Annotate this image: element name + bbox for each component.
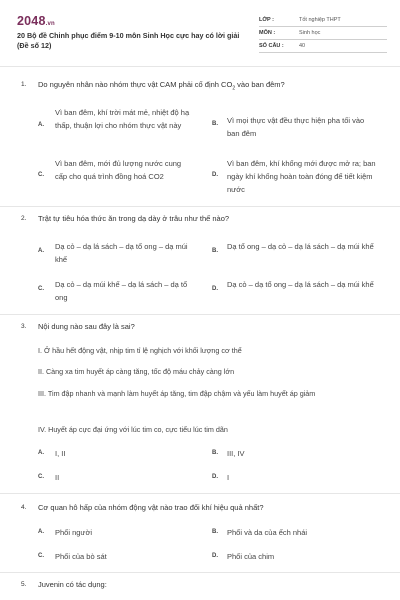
meta-row-count <box>259 40 387 53</box>
statement-1: I. Ở hầu hết động vật, nhịp tim tỉ lệ nghịch với khối lượng cơ thể <box>38 346 242 355</box>
option-text: Dạ cỏ – dạ lá sách – dạ tổ ong – dạ múi khế <box>55 242 188 264</box>
meta-value: Sinh học <box>299 30 321 36</box>
option-letter: A. <box>38 248 44 254</box>
option-letter: B. <box>212 450 218 456</box>
option-text: Vì ban đêm, khí khổng mới được mở ra; ban ngày khí khổng hoàn toàn đóng để tiết kiệm nước <box>227 159 376 194</box>
option-text: Dạ cỏ – dạ múi khế – dạ lá sách – dạ tổ ong <box>55 280 188 302</box>
question-text <box>38 80 285 94</box>
document-header <box>17 10 387 62</box>
question-number: 4. <box>21 504 27 511</box>
divider <box>0 572 400 573</box>
meta-label: SỐ CÂU : <box>259 43 284 49</box>
option-text: Dạ cỏ – dạ tổ ong – dạ lá sách – dạ múi khế <box>227 280 374 289</box>
meta-value: Tốt nghiệp THPT <box>299 17 341 23</box>
option-d[interactable] <box>212 550 377 563</box>
option-b[interactable] <box>212 526 377 539</box>
option-text: Vì ban đêm, mới đủ lượng nước cung cấp cho quá trình đồng hoá CO2 <box>55 159 182 181</box>
option-text: I, II <box>55 449 66 458</box>
divider <box>0 493 400 494</box>
option-letter: C. <box>38 172 44 178</box>
option-a[interactable] <box>38 106 190 132</box>
site-logo[interactable] <box>17 14 55 28</box>
option-letter: D. <box>212 553 218 559</box>
meta-value: 40 <box>299 43 306 49</box>
question-number: 3. <box>21 323 27 330</box>
option-b[interactable] <box>212 240 377 254</box>
option-letter: B. <box>212 248 218 254</box>
option-letter: C. <box>38 286 44 292</box>
option-text: Phổi của bò sát <box>55 552 107 561</box>
option-b[interactable] <box>212 114 367 140</box>
divider <box>0 314 400 315</box>
question-number: 1. <box>21 81 27 88</box>
option-letter: A. <box>38 122 44 128</box>
question-number: 2. <box>21 215 27 222</box>
option-letter: B. <box>212 529 218 535</box>
statement-2: II. Càng xa tim huyết áp càng tăng, tốc độ máu chảy càng lớn <box>38 367 235 376</box>
statement-3: III. Tim đập nhanh và mạnh làm huyết áp tăng, tim đập chậm và yếu làm huyết áp giảm <box>38 389 316 398</box>
option-c[interactable] <box>38 278 195 304</box>
meta-label: MÔN : <box>259 30 276 36</box>
option-c[interactable] <box>38 550 195 563</box>
question-text-part: vào ban đêm? <box>235 80 285 89</box>
option-d[interactable] <box>212 278 377 292</box>
option-a[interactable] <box>38 240 195 266</box>
option-letter: A. <box>38 529 44 535</box>
option-letter: A. <box>38 450 44 456</box>
option-text: Phổi của chim <box>227 552 275 561</box>
option-c[interactable] <box>38 157 190 183</box>
question-text: Trật tự tiêu hóa thức ăn trong dạ dày ở trâu như thế nào? <box>38 214 230 223</box>
meta-row-class <box>259 14 387 27</box>
option-text: II <box>55 473 60 482</box>
option-text: III, IV <box>227 449 245 458</box>
logo-main: 2048 <box>17 14 46 28</box>
meta-table <box>259 14 387 53</box>
option-d[interactable] <box>212 471 367 484</box>
option-text: Phổi người <box>55 528 93 537</box>
option-d[interactable] <box>212 157 377 196</box>
document-title: 20 Bộ đề Chinh phục điểm 9-10 môn Sinh Học cực hay có lời giải (Đề số 12) <box>17 31 240 50</box>
option-letter: C. <box>38 474 44 480</box>
option-text: I <box>227 473 230 482</box>
option-letter: D. <box>212 286 218 292</box>
option-text: Dạ tổ ong – dạ cỏ – dạ lá sách – dạ múi khế <box>227 242 374 251</box>
option-letter: B. <box>212 121 218 127</box>
option-a[interactable] <box>38 447 195 460</box>
meta-row-subject <box>259 27 387 40</box>
option-text: Vì mọi thực vật đều thực hiện pha tối vào ban đêm <box>227 116 365 138</box>
subscript: 2 <box>232 85 236 92</box>
divider <box>0 66 400 67</box>
statement-4: IV. Huyết áp cực đại ứng với lúc tim co, cực tiểu lúc tim dãn <box>38 425 228 434</box>
divider <box>0 206 400 207</box>
option-c[interactable] <box>38 471 195 484</box>
option-a[interactable] <box>38 526 195 539</box>
question-number: 5. <box>21 581 27 588</box>
question-text: Juvenin có tác dụng: <box>38 580 107 589</box>
question-text-part: Do nguyên nhân nào nhóm thực vật CAM phải cố định CO <box>38 80 233 89</box>
option-text: Vì ban đêm, khí trời mát mẻ, nhiệt độ hạ thấp, thuận lợi cho nhóm thực vật này <box>55 108 190 130</box>
option-text: Phổi và da của ếch nhái <box>227 528 308 537</box>
logo-suffix: .vn <box>45 21 55 27</box>
option-b[interactable] <box>212 447 367 460</box>
question-text: Nội dung nào sau đây là sai? <box>38 322 135 331</box>
meta-label: LỚP : <box>259 17 274 23</box>
option-letter: C. <box>38 553 44 559</box>
option-letter: D. <box>212 172 218 178</box>
option-letter: D. <box>212 474 218 480</box>
question-text: Cơ quan hô hấp của nhóm động vật nào trao đổi khí hiệu quả nhất? <box>38 503 264 512</box>
